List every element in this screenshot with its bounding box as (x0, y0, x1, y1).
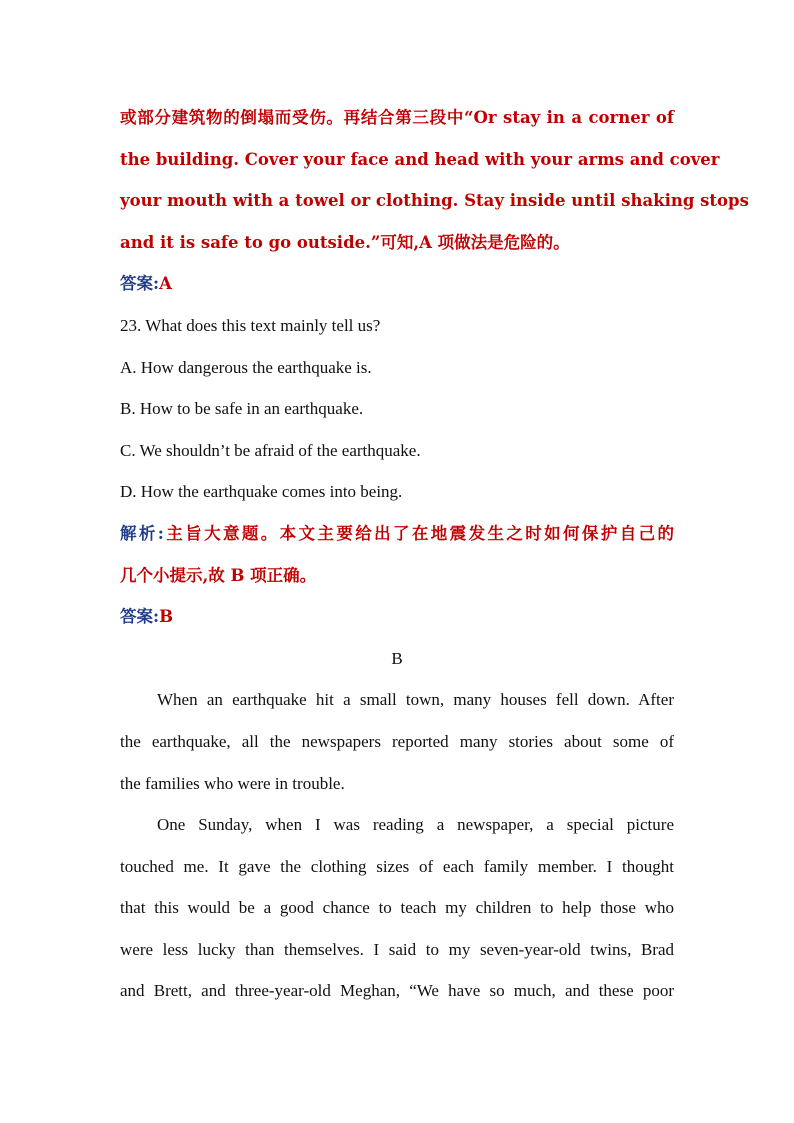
explanation-line-2: the building. Cover your face and head with your arms and cover (120, 149, 720, 169)
explanation-line-1: 或部分建筑物的倒塌而受伤。再结合第三段中“Or stay in a corner of (120, 108, 674, 127)
passage-line-2: the earthquake, all the newspapers reported many stories about some of (120, 731, 674, 751)
analysis-text: 主旨大意题。本文主要给出了在地震发生之时如何保护自己的 (163, 523, 675, 543)
explanation-line-4: and it is safe to go outside.”可知,A 项做法是危险的。 (120, 232, 570, 252)
option-b: B. How to be safe in an earthquake. (120, 399, 364, 419)
analysis-label: 解析: (120, 523, 164, 543)
passage-line-5: touched me. It gave the clothing sizes of each family member. I thought (120, 856, 674, 876)
passage-line-8: and Brett, and three-year-old Meghan, “We have so much, and these poor (120, 981, 674, 1001)
passage-line-7: were less lucky than themselves. I said to my seven-year-old twins, Brad (120, 939, 674, 959)
answer-value: A (159, 274, 172, 294)
passage-line-4: One Sunday, when I was reading a newspaper, a special picture (157, 815, 674, 835)
passage-line-6: that this would be a good chance to teach my children to help those who (120, 898, 674, 918)
option-d: D. How the earthquake comes into being. (120, 482, 403, 502)
explanation-line-3: your mouth with a towel or clothing. Stay inside until shaking stops (120, 191, 749, 211)
analysis-line-2: 几个小提示,故 B 项正确。 (120, 565, 317, 585)
analysis-line-1 (120, 513, 674, 555)
answer-value: B (159, 607, 174, 627)
passage-heading: B (391, 648, 403, 668)
option-c: C. We shouldn’t be afraid of the earthquake. (120, 440, 421, 460)
answer-label: 答案: (120, 274, 160, 294)
option-a: A. How dangerous the earthquake is. (120, 357, 372, 377)
page-content (120, 97, 749, 1012)
answer-label: 答案: (120, 607, 160, 627)
passage-line-3: the families who were in trouble. (120, 773, 345, 793)
answer-row-2 (120, 596, 674, 638)
question-stem: 23. What does this text mainly tell us? (120, 315, 381, 335)
answer-row-1 (120, 263, 674, 305)
passage-line-1: When an earthquake hit a small town, many houses fell down. After (157, 690, 674, 710)
